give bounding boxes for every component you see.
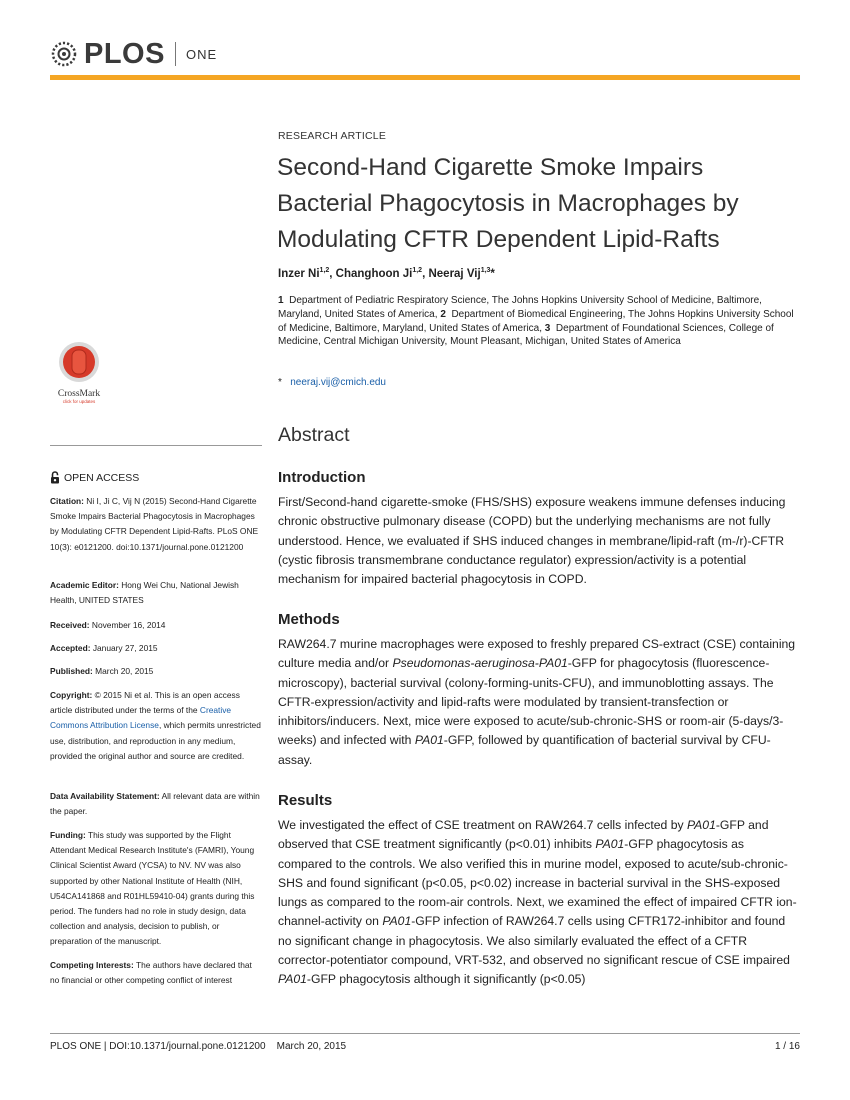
correspondence-email (278, 377, 386, 388)
bacteria-name: PA01 (414, 733, 444, 748)
corresponding-marker: * (490, 267, 495, 280)
affiliation-number: 3 (544, 322, 551, 334)
bacteria-name: PA01 (382, 914, 412, 929)
author-separator: , (329, 267, 336, 280)
methods-text: RAW264.7 murine macrophages were exposed to freshly prepared CS-extract (CSE) containing culture media and/or Pseudomonas-aeruginosa-PA01-GFP for phagocytosis (fluorescence-microscopy), bacterial survival (colony-forming-units-CFU), and immunoblotting assays. The CFTR-expression/activity and lipid-rafts were modulated by transient-transfection or inhibitors/inducers. Next, mice were exposed to acute/sub-chronic-SHS or room-air (5-days/3-weeks) and infected with PA01-GFP, followed by quantification of bacterial survival by CFU-assay. (278, 637, 796, 767)
editor-block (50, 578, 262, 608)
plos-one-logo[interactable] (50, 36, 217, 72)
email-link[interactable]: neeraj.vij@cmich.edu (290, 377, 386, 388)
accepted-block (50, 641, 262, 656)
abstract-heading: Abstract (278, 424, 350, 446)
results-text: We investigated the effect of CSE treatment on RAW264.7 cells infected by PA01-GFP and observed that CSE treatment significantly (p<0.01) inhibits PA01-GFP phagocytosis as compared to the controls. We also verified this in murine model, exposed to acute/sub-chronic-SHS and found significant (p<0.05, p<0.02) increase in bacterial survival in the SHS-exposed lungs as compared to the room-air controls. Next, we examined the effect of impaired CFTR ion-channel-activity on PA01-GFP infection of RAW264.7 cells using CFTR172-inhibitor and found no significant change in phagocytosis. We also similarly evaluated the effect of a CFTR corrector-potentiator compound, VRT-532, and observed no significant rescue of CSE impaired PA01-GFP phagocytosis although it significantly (p<0.05) (278, 818, 797, 987)
crossmark-badge[interactable] (55, 340, 103, 404)
published-date: March 20, 2015 (95, 666, 154, 676)
citation-block (50, 494, 262, 555)
open-access-label (50, 471, 139, 484)
received-block (50, 618, 262, 633)
author-list (278, 267, 495, 280)
footer-citation: PLOS ONE | DOI:10.1371/journal.pone.0121200 March 20, 2015 (50, 1041, 347, 1052)
sidebar-divider (50, 445, 262, 446)
funding-text: This study was supported by the Flight Attendant Medical Research Institute's (FAMRI), Young Clinical Scientist Award (YCSA) to NV. NV was also supported by other National Institute of Health (NIH, U54CA141868 and R01HL59410-04) grants during this period. The funders had no role in study design, data collection and analysis, decision to publish, or preparation of the manuscript. (50, 830, 255, 947)
affiliation-text: Department of Foundational Sciences, College of Medicine, Central Michigan University, Mount Pleasant, Michigan, United States of America (278, 322, 774, 348)
header-accent-bar (50, 75, 800, 80)
affiliation-text: Department of Pediatric Respiratory Science, The Johns Hopkins University School of Medicine, Baltimore, Maryland, United States of America, (278, 295, 762, 320)
accepted-date: January 27, 2015 (92, 643, 158, 653)
results-heading: Results (278, 792, 333, 809)
email-marker: * (278, 377, 282, 388)
footer-divider (50, 1033, 800, 1034)
methods-heading: Methods (278, 611, 340, 628)
citation-text: Ni I, Ji C, Vij N (2015) Second-Hand Cigarette Smoke Impairs Bacterial Phagocytosis in Macrophages by Modulating CFTR Dependent Lipid-Rafts. PLoS ONE 10(3): e0121200. doi:10.1371/journal.pone.0121200 (50, 496, 259, 552)
logo-divider (175, 42, 176, 66)
logo-journal-text: ONE (185, 46, 218, 62)
open-access-text: OPEN ACCESS (64, 471, 140, 484)
crossmark-sublabel: click for updates (62, 399, 96, 404)
page-number: 1 / 16 (774, 1041, 800, 1052)
author-separator: , (422, 267, 429, 280)
article-type: RESEARCH ARTICLE (278, 130, 387, 142)
data-availability-block (50, 789, 262, 819)
affiliation-text: Department of Biomedical Engineering, The Johns Hopkins University School of Medicine, Baltimore, Maryland, United States of America, (278, 308, 794, 334)
affiliations (278, 294, 798, 349)
bacteria-name: PA01 (278, 972, 307, 987)
received-label: Received: (50, 620, 90, 630)
citation-label: Citation: (50, 496, 84, 506)
copyright-text: © 2015 Ni et al. This is an open access article distributed under the terms of the (50, 690, 240, 716)
received-date: November 16, 2014 (91, 620, 166, 630)
crossmark-label: CrossMark (57, 389, 101, 399)
author-affiliation-sup: 1,2 (319, 267, 330, 274)
competing-interests-text: The authors have declared that no financial or other competing conflict of interest (50, 960, 252, 986)
editor-text: Hong Wei Chu, National Jewish Health, UNITED STATES (50, 580, 239, 606)
logo-plos-text: PLOS (84, 37, 165, 70)
copyright-text-cont: , which permits unrestricted use, distribution, and reproduction in any medium, provided the original author and source are credited. (50, 720, 261, 761)
article-title: Second-Hand Cigarette Smoke Impairs Bacterial Phagocytosis in Macrophages by Modulating CFTR Dependent Lipid-Rafts (277, 154, 739, 253)
competing-interests-label: Competing Interests: (50, 960, 134, 970)
introduction-heading: Introduction (278, 469, 366, 486)
editor-label: Academic Editor: (50, 580, 119, 590)
author-affiliation-sup: 1,2 (412, 267, 423, 274)
data-availability-label: Data Availability Statement: (50, 791, 160, 801)
bacteria-name: Pseudomonas-aeruginosa-PA01 (392, 656, 568, 671)
author-name[interactable]: Neeraj Vij (428, 267, 481, 280)
introduction-text: First/Second-hand cigarette-smoke (FHS/SHS) exposure weakens immune defenses inducing chronic obstructive pulmonary disease (COPD) but the underlying mechanisms are not fully understood. Hence, we evaluated if SHS induced changes in membrane/lipid-raft (m-/r)-CFTR (cystic fibrosis transmembrane conductance regulator) expression/activity is a potential mechanism for impaired bacterial phagocytosis in COPD. (278, 495, 786, 587)
affiliation-number: 1 (278, 295, 284, 306)
published-label: Published: (50, 666, 93, 676)
crossmark-icon (55, 340, 103, 384)
funding-label: Funding: (50, 830, 86, 840)
plos-dotted-circle-icon (50, 40, 78, 68)
data-availability-text: All relevant data are within the paper. (50, 791, 260, 817)
published-block (50, 664, 262, 679)
bacteria-name: PA01 (686, 818, 716, 832)
author-affiliation-sup: 1,3 (480, 267, 491, 274)
author-name[interactable]: Inzer Ni (278, 267, 320, 280)
author-name[interactable]: Changhoon Ji (335, 267, 413, 280)
accepted-label: Accepted: (50, 643, 91, 653)
bacteria-name: PA01 (595, 837, 625, 852)
copyright-block (50, 688, 262, 764)
competing-interests-block (50, 958, 262, 988)
license-link[interactable]: Creative Commons Attribution License (50, 705, 232, 731)
open-lock-icon (50, 471, 60, 484)
copyright-label: Copyright: (50, 690, 93, 700)
funding-block (50, 828, 262, 950)
affiliation-number: 2 (440, 308, 446, 320)
